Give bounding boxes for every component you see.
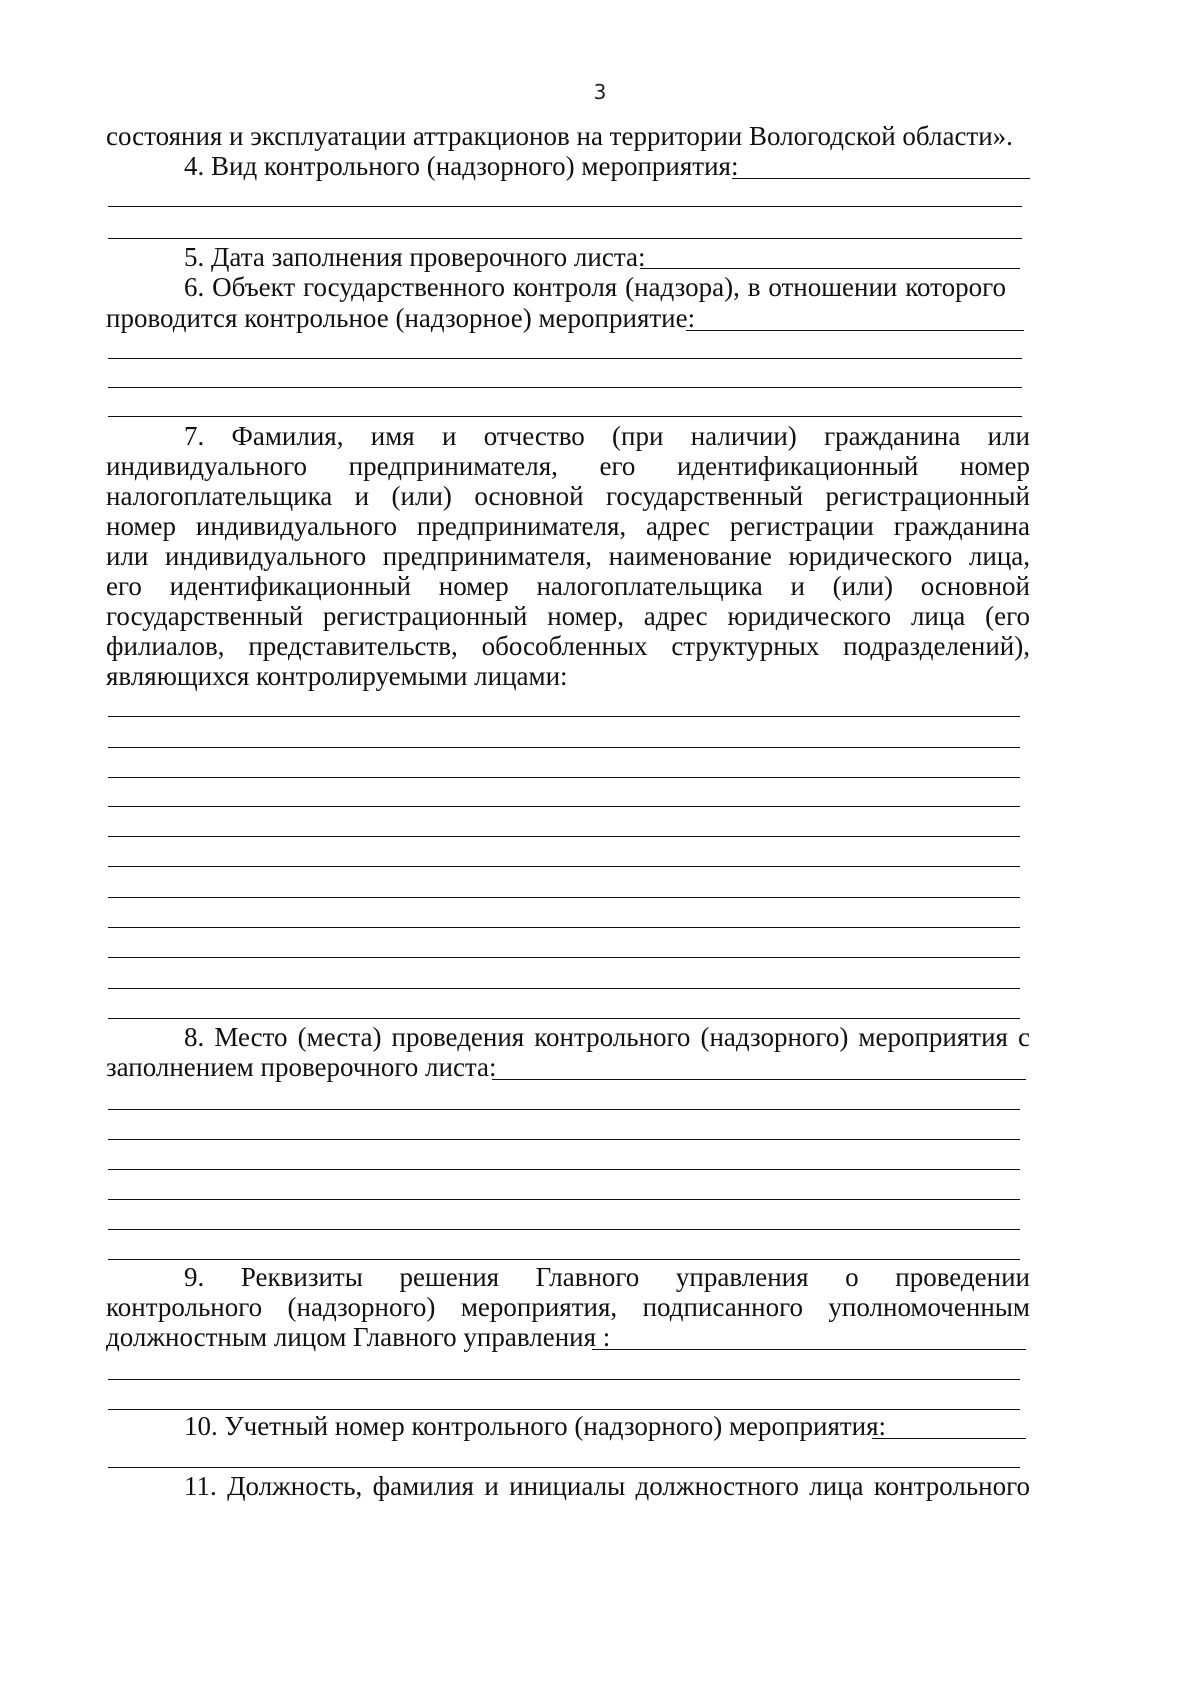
item-6-blank-line[interactable] [108,387,1022,388]
item-7-line: номер индивидуального предпринимателя, адрес регистрации гражданина [106,511,1030,541]
item-7-blank-line[interactable] [108,988,1020,989]
item-9-label-continued: должностным лицом Главного управления : [106,1322,611,1352]
item-9-input-line[interactable] [592,1349,1026,1350]
item-8-blank-line[interactable] [108,1259,1020,1260]
item-7-blank-line[interactable] [108,957,1020,958]
item-8-blank-line[interactable] [108,1199,1020,1200]
item-7-blank-line[interactable] [108,716,1020,717]
item-10-input-line[interactable] [872,1438,1026,1439]
item-7-line: налогоплательщика и (или) основной государственный регистрационный [106,481,1030,511]
item-8-label-continued: заполнением проверочного листа: [106,1052,497,1082]
item-10-label: 10. Учетный номер контрольного (надзорного) мероприятия: [184,1411,887,1441]
item-7-blank-line[interactable] [108,777,1020,778]
item-7-last-line: являющихся контролируемыми лицами: [106,661,568,691]
item-9-blank-line[interactable] [108,1379,1020,1380]
item-6-input-line[interactable] [686,330,1024,331]
item-7-line: филиалов, представительств, обособленных структурных подразделений), [106,631,1030,661]
item-7-blank-line[interactable] [108,927,1020,928]
item-7-line: государственный регистрационный номер, адрес юридического лица (его [106,601,1030,631]
item-8-label: 8. Место (места) проведения контрольного (надзорного) мероприятия с [184,1022,1030,1052]
item-9-label-continued: контрольного (надзорного) мероприятия, подписанного уполномоченным [106,1292,1030,1322]
item-6-label: 6. Объект государственного контроля (надзора), в отношении которого [184,272,1006,302]
page-number: 3 [593,80,607,104]
item-8-blank-line[interactable] [108,1229,1020,1230]
item-5-label: 5. Дата заполнения проверочного листа: [184,242,646,272]
item-8-blank-line[interactable] [108,1109,1020,1110]
item-8-input-line[interactable] [492,1079,1026,1080]
continuation-text: состояния и эксплуатации аттракционов на территории Вологодской области». [106,121,1013,151]
item-7-blank-line[interactable] [108,897,1020,898]
item-4-input-line[interactable] [732,178,1030,179]
item-9-blank-line[interactable] [108,1409,1020,1410]
item-4-label: 4. Вид контрольного (надзорного) мероприятия: [184,151,739,181]
item-10-blank-line[interactable] [108,1467,1020,1468]
item-7-line: или индивидуального предпринимателя, наименование юридического лица, [106,541,1030,571]
item-7-blank-line[interactable] [108,866,1020,867]
item-7-line: его идентификационный номер налогоплательщика и (или) основной [106,571,1030,601]
item-7-blank-line[interactable] [108,1018,1020,1019]
item-8-blank-line[interactable] [108,1169,1020,1170]
item-7-line: 7. Фамилия, имя и отчество (при наличии) гражданина или [184,421,1030,451]
item-7-line: индивидуального предпринимателя, его идентификационный номер [106,451,1030,481]
item-9-label: 9. Реквизиты решения Главного управления о проведении [184,1262,1030,1292]
item-8-blank-line[interactable] [108,1139,1020,1140]
item-6-blank-line[interactable] [108,416,1022,417]
item-7-blank-line[interactable] [108,806,1020,807]
item-7-blank-line[interactable] [108,836,1020,837]
item-6-label-continued: проводится контрольное (надзорное) мероприятие: [106,303,696,333]
item-4-blank-line[interactable] [108,238,1022,239]
item-5-input-line[interactable] [640,268,1020,269]
item-4-blank-line[interactable] [108,206,1022,207]
item-7-blank-line[interactable] [108,747,1020,748]
item-11-label: 11. Должность, фамилия и инициалы должностного лица контрольного [184,1471,1030,1501]
item-6-blank-line[interactable] [108,358,1022,359]
